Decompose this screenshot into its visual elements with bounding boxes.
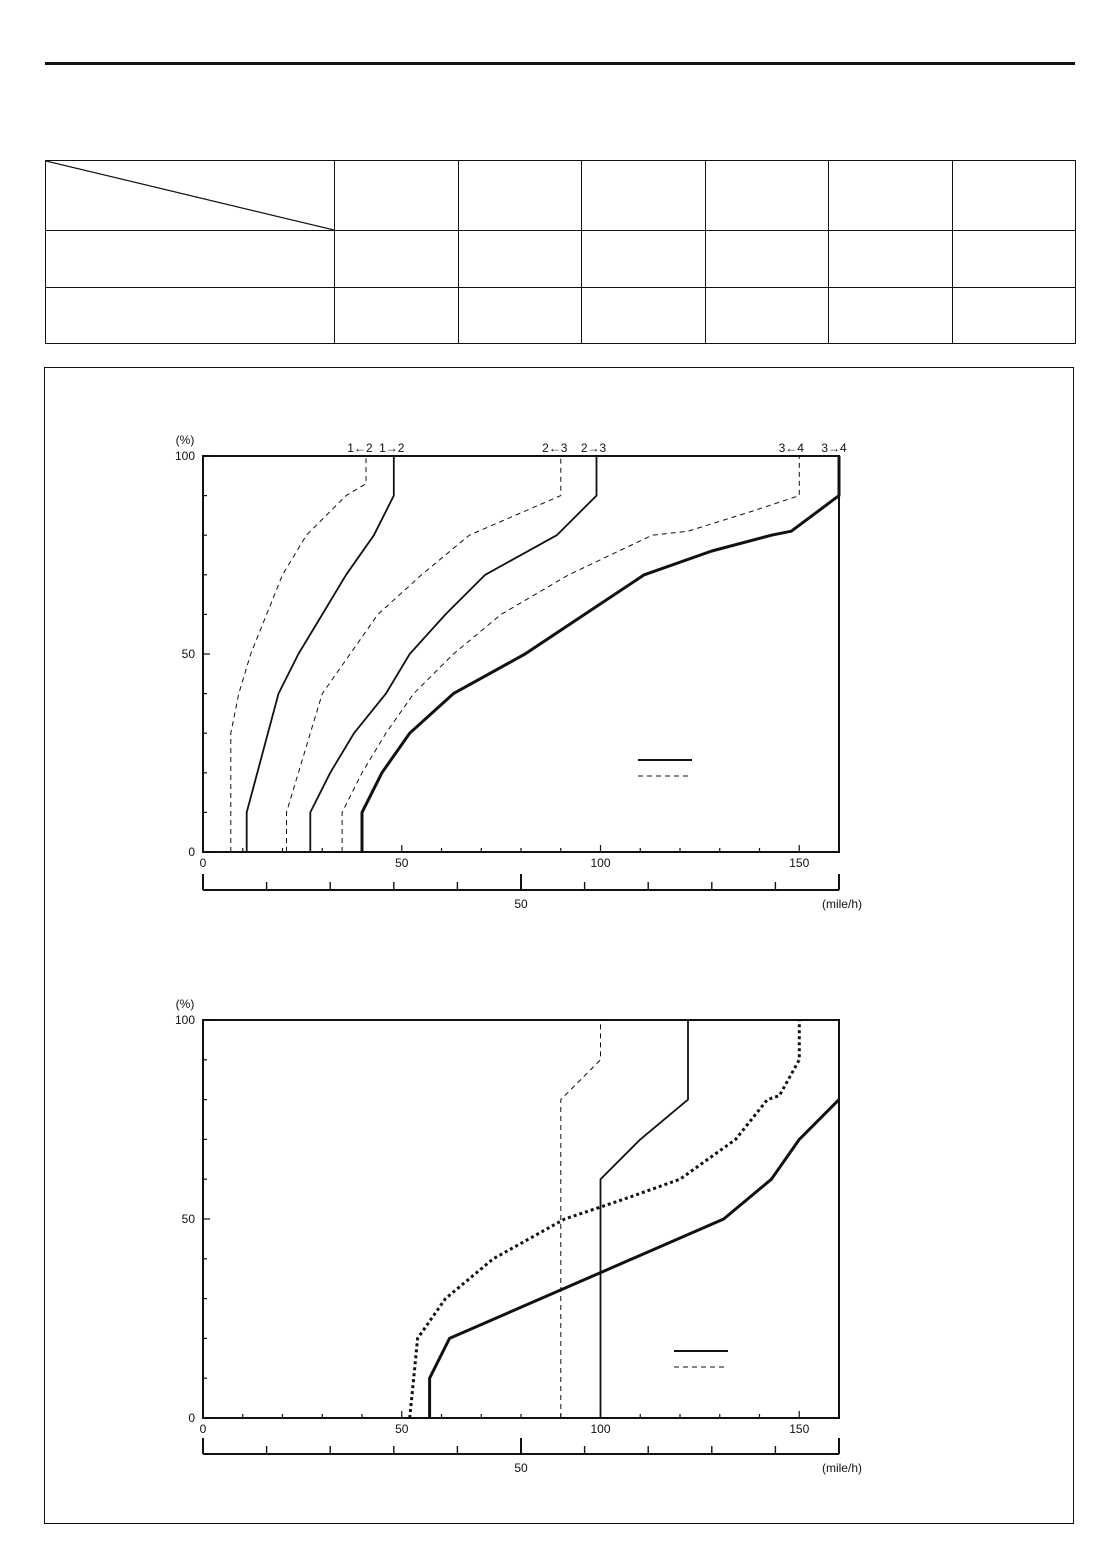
secondary-x-tick-label: 50 xyxy=(514,897,528,911)
x-unit-label: (mile/h) xyxy=(821,1461,863,1475)
series-line-6 xyxy=(362,456,839,852)
shift-label: 1→2 xyxy=(379,441,405,455)
series-line-4 xyxy=(430,1100,839,1418)
shift-label: 1←2 xyxy=(347,441,373,455)
x-tick-label: 0 xyxy=(199,856,207,870)
y-unit-label: (%) xyxy=(175,433,195,447)
x-unit-label: (mile/h) xyxy=(821,897,863,911)
y-tick-label: 0 xyxy=(188,1411,195,1425)
plot-frame xyxy=(203,1020,839,1418)
series-line-1 xyxy=(561,1020,601,1418)
series-line-2 xyxy=(601,1020,689,1418)
series-line-3 xyxy=(410,1020,800,1418)
y-tick-label: 100 xyxy=(174,449,195,463)
y-unit-label: (%) xyxy=(175,997,195,1011)
shift-label: 2←3 xyxy=(542,441,568,455)
x-tick-label: 150 xyxy=(789,856,810,870)
y-tick-label: 0 xyxy=(188,845,195,859)
y-tick-label: 50 xyxy=(181,1212,195,1226)
shift-label: 2→3 xyxy=(580,441,607,455)
x-tick-label: 100 xyxy=(590,1422,611,1436)
y-tick-label: 50 xyxy=(181,647,195,661)
chart-2 xyxy=(203,1020,839,1454)
y-tick-label: 100 xyxy=(174,1013,195,1027)
shift-label: 3→4 xyxy=(821,441,847,455)
x-tick-label: 50 xyxy=(395,1422,409,1436)
x-tick-label: 50 xyxy=(395,856,409,870)
shift-label: 3←4 xyxy=(778,441,804,455)
chart-1 xyxy=(203,456,839,890)
x-tick-label: 0 xyxy=(199,1422,207,1436)
series-line-3 xyxy=(287,456,561,852)
x-tick-label: 150 xyxy=(789,1422,810,1436)
x-tick-label: 100 xyxy=(590,856,611,870)
secondary-x-tick-label: 50 xyxy=(514,1461,528,1475)
